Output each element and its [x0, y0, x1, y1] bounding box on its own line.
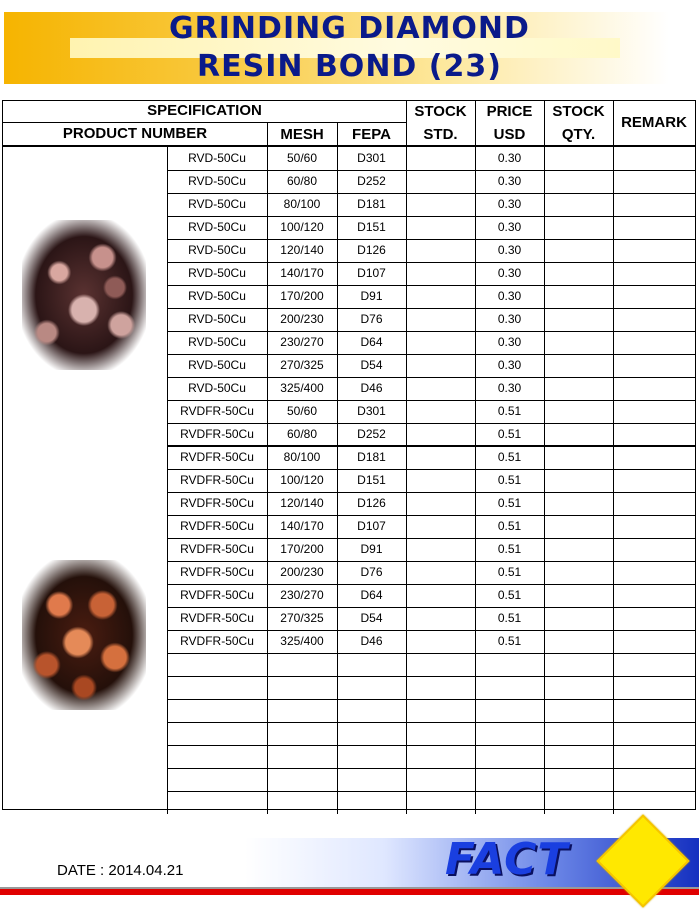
page-title-line2: RESIN BOND (23) [197, 49, 502, 84]
fepa-cell [337, 768, 406, 791]
fepa-cell [337, 745, 406, 768]
fepa-cell [337, 791, 406, 814]
mesh-cell: 60/80 [286, 427, 318, 441]
product-number-cell: RVD-50Cu [188, 289, 246, 303]
mesh-cell: 230/270 [280, 335, 324, 349]
mesh-cell: 140/170 [280, 266, 324, 280]
fepa-cell [337, 722, 406, 745]
stock-qty-header-line2: QTY. [561, 126, 596, 143]
fepa-cell: D107 [357, 519, 386, 533]
mesh-cell: 270/325 [280, 611, 324, 625]
product-number-cell: RVD-50Cu [188, 243, 246, 257]
price-cell [475, 676, 544, 699]
product-number-cell: RVDFR-50Cu [180, 634, 254, 648]
mesh-cell: 60/80 [286, 174, 318, 188]
fepa-cell: D107 [357, 266, 386, 280]
fepa-cell: D46 [360, 634, 383, 648]
mesh-cell: 200/230 [280, 312, 324, 326]
product-number-cell: RVDFR-50Cu [180, 565, 254, 579]
fepa-cell: D46 [360, 381, 383, 395]
page-title-line1: GRINDING DIAMOND [169, 11, 530, 46]
price-cell: 0.51 [497, 519, 522, 533]
fepa-cell: D181 [357, 197, 386, 211]
fepa-cell [337, 699, 406, 722]
fepa-cell: D301 [357, 151, 386, 165]
price-cell: 0.51 [497, 450, 522, 464]
price-cell [475, 791, 544, 814]
price-cell [475, 699, 544, 722]
mesh-cell: 50/60 [286, 404, 318, 418]
mesh-cell: 120/140 [280, 496, 324, 510]
fepa-cell [337, 653, 406, 676]
stock-std-header-line1: STOCK [414, 103, 467, 120]
diamond-grains-photo-rvdfr [22, 560, 146, 710]
mesh-cell: 200/230 [280, 565, 324, 579]
product-number-cell [167, 768, 267, 791]
product-number-cell: RVD-50Cu [188, 312, 246, 326]
mesh-cell [267, 768, 337, 791]
remark-header: REMARK [621, 114, 687, 131]
stock-qty-header-line1: STOCK [552, 103, 605, 120]
product-number-cell: RVDFR-50Cu [180, 404, 254, 418]
footer-red-stripe [0, 889, 699, 895]
price-cell [475, 745, 544, 768]
product-number-cell: RVDFR-50Cu [180, 611, 254, 625]
fepa-cell: D301 [357, 404, 386, 418]
price-cell [475, 722, 544, 745]
fepa-cell: D91 [360, 542, 383, 556]
price-cell [475, 653, 544, 676]
product-number-cell: RVDFR-50Cu [180, 519, 254, 533]
product-number-cell: RVD-50Cu [188, 266, 246, 280]
mesh-cell [267, 653, 337, 676]
product-number-cell: RVD-50Cu [188, 335, 246, 349]
product-number-cell [167, 699, 267, 722]
mesh-cell: 325/400 [280, 381, 324, 395]
product-number-cell: RVDFR-50Cu [180, 496, 254, 510]
mesh-cell: 170/200 [280, 542, 324, 556]
price-cell: 0.51 [497, 404, 522, 418]
column-divider [406, 147, 407, 814]
price-cell: 0.30 [497, 266, 522, 280]
mesh-cell: 80/100 [283, 450, 321, 464]
price-cell: 0.30 [497, 289, 522, 303]
fepa-cell: D76 [360, 312, 383, 326]
fepa-cell: D252 [357, 174, 386, 188]
product-number-cell [167, 676, 267, 699]
mesh-header: MESH [280, 126, 324, 143]
mesh-cell: 230/270 [280, 588, 324, 602]
product-number-cell: RVD-50Cu [188, 220, 246, 234]
price-cell: 0.51 [497, 634, 522, 648]
fepa-header: FEPA [352, 126, 391, 143]
fepa-cell: D151 [357, 473, 386, 487]
price-cell: 0.30 [497, 335, 522, 349]
fepa-cell: D76 [360, 565, 383, 579]
fepa-cell: D64 [360, 588, 383, 602]
mesh-cell [267, 699, 337, 722]
fepa-cell: D54 [360, 358, 383, 372]
product-number-cell [167, 791, 267, 814]
mesh-cell: 100/120 [280, 473, 324, 487]
price-cell: 0.51 [497, 496, 522, 510]
price-cell: 0.30 [497, 197, 522, 211]
document-date: DATE : 2014.04.21 [57, 862, 184, 879]
mesh-cell [267, 722, 337, 745]
price-cell: 0.30 [497, 381, 522, 395]
product-number-cell: RVDFR-50Cu [180, 473, 254, 487]
price-header-line2: USD [493, 126, 526, 143]
fepa-cell: D91 [360, 289, 383, 303]
price-cell [475, 768, 544, 791]
product-number-cell: RVD-50Cu [188, 381, 246, 395]
price-cell: 0.30 [497, 312, 522, 326]
product-number-cell: RVDFR-50Cu [180, 542, 254, 556]
price-cell: 0.51 [497, 611, 522, 625]
product-number-cell: RVDFR-50Cu [180, 427, 254, 441]
price-cell: 0.30 [497, 358, 522, 372]
header-divider [3, 122, 406, 123]
price-cell: 0.30 [497, 220, 522, 234]
fepa-cell: D54 [360, 611, 383, 625]
fepa-cell: D151 [357, 220, 386, 234]
column-divider [613, 147, 614, 814]
mesh-cell [267, 791, 337, 814]
fepa-cell: D252 [357, 427, 386, 441]
product-number-cell: RVD-50Cu [188, 358, 246, 372]
mesh-cell: 170/200 [280, 289, 324, 303]
mesh-cell: 120/140 [280, 243, 324, 257]
product-number-cell [167, 745, 267, 768]
column-divider [544, 147, 545, 814]
mesh-cell: 80/100 [283, 197, 321, 211]
product-number-cell [167, 653, 267, 676]
price-cell: 0.51 [497, 565, 522, 579]
mesh-cell [267, 745, 337, 768]
product-number-cell [167, 722, 267, 745]
mesh-cell [267, 676, 337, 699]
fepa-cell [337, 676, 406, 699]
price-cell: 0.30 [497, 243, 522, 257]
fepa-cell: D181 [357, 450, 386, 464]
fepa-cell: D126 [357, 243, 386, 257]
price-cell: 0.51 [497, 427, 522, 441]
product-number-header: PRODUCT NUMBER [62, 125, 208, 142]
price-cell: 0.51 [497, 588, 522, 602]
fepa-cell: D64 [360, 335, 383, 349]
mesh-cell: 270/325 [280, 358, 324, 372]
mesh-cell: 50/60 [286, 151, 318, 165]
product-number-cell: RVDFR-50Cu [180, 588, 254, 602]
diamond-grains-photo-rvd [22, 220, 146, 370]
product-number-cell: RVD-50Cu [188, 151, 246, 165]
fact-logo: FACT [445, 834, 569, 885]
price-cell: 0.51 [497, 473, 522, 487]
mesh-cell: 325/400 [280, 634, 324, 648]
price-header-line1: PRICE [486, 103, 533, 120]
price-cell: 0.51 [497, 542, 522, 556]
product-number-cell: RVDFR-50Cu [180, 450, 254, 464]
mesh-cell: 100/120 [280, 220, 324, 234]
specification-header: SPECIFICATION [147, 102, 262, 119]
price-cell: 0.30 [497, 174, 522, 188]
product-number-cell: RVD-50Cu [188, 174, 246, 188]
stock-std-header-line2: STD. [423, 126, 458, 143]
price-cell: 0.30 [497, 151, 522, 165]
fepa-cell: D126 [357, 496, 386, 510]
product-number-cell: RVD-50Cu [188, 197, 246, 211]
mesh-cell: 140/170 [280, 519, 324, 533]
